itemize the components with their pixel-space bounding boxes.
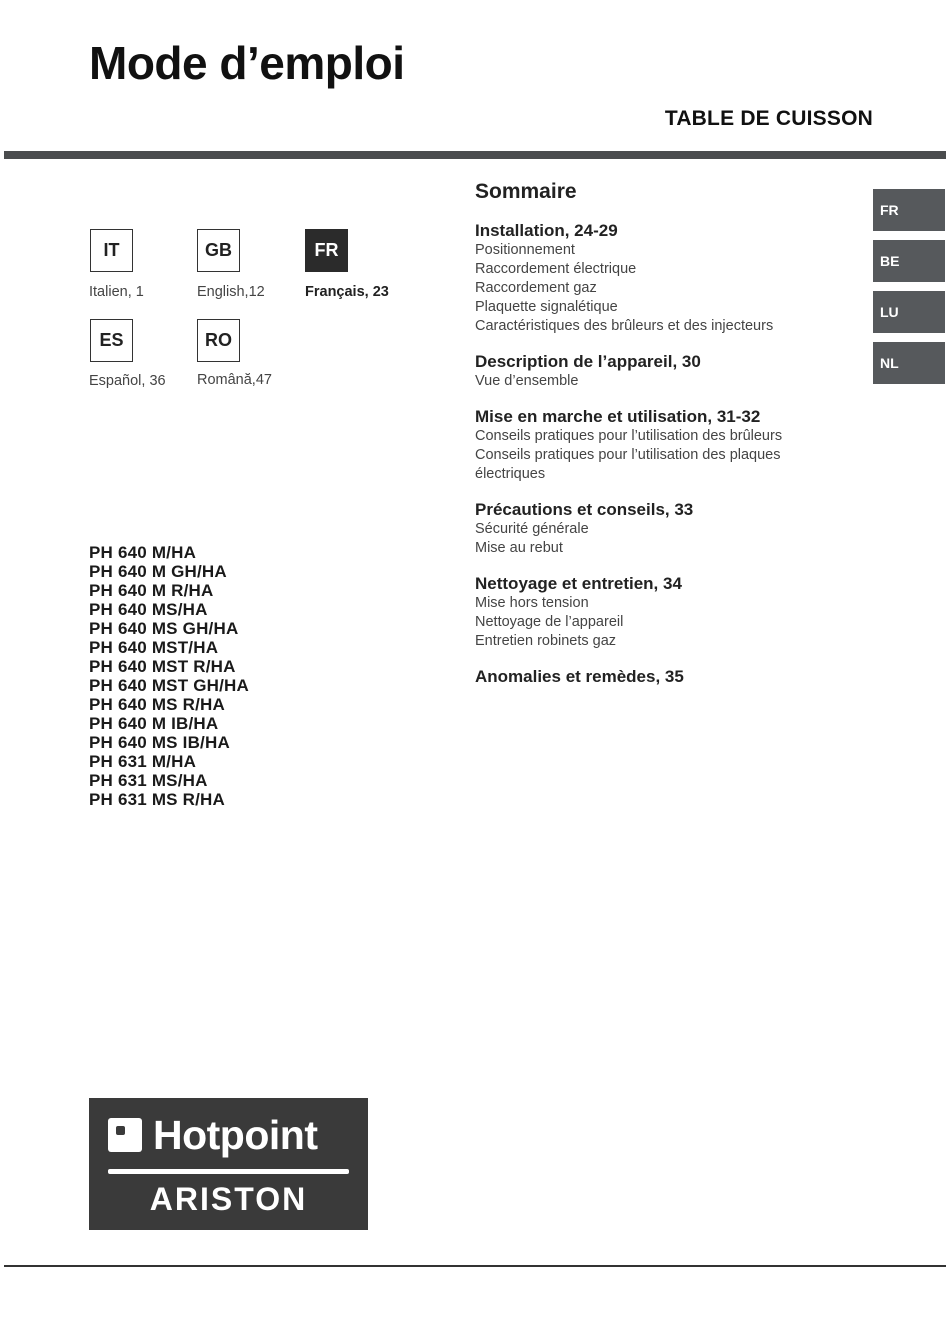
footer-divider [4, 1265, 946, 1267]
logo-wordmark-ariston: ARISTON [149, 1181, 308, 1217]
toc-section-installation [475, 221, 835, 336]
toc-item[interactable]: Mise au rebut [475, 540, 563, 556]
toc-section-mise-en-marche [475, 407, 835, 484]
model-name: PH 631 M/HA [89, 752, 197, 771]
toc-section-title[interactable]: Précautions et conseils, 33 [475, 500, 694, 519]
logo-square-icon [108, 1118, 142, 1152]
country-tabs [873, 189, 945, 393]
table-of-contents [475, 180, 835, 703]
language-caption-es: Español, 36 [89, 373, 166, 389]
language-caption-fr: Français, 23 [305, 284, 389, 300]
toc-section-title[interactable]: Anomalies et remèdes, 35 [475, 667, 684, 686]
toc-item[interactable]: Raccordement gaz [475, 280, 597, 296]
toc-section-title[interactable]: Nettoyage et entretien, 34 [475, 574, 682, 593]
model-name: PH 640 M R/HA [89, 581, 214, 600]
country-tab-be[interactable]: BE [873, 240, 945, 282]
toc-section-title[interactable]: Installation, 24-29 [475, 221, 618, 240]
model-name: PH 640 MST/HA [89, 638, 219, 657]
toc-section-title[interactable]: Mise en marche et utilisation, 31-32 [475, 407, 761, 426]
language-box-it[interactable]: IT [90, 229, 133, 272]
language-box-ro[interactable]: RO [197, 319, 240, 362]
country-tab-nl[interactable]: NL [873, 342, 945, 384]
page-subtitle: TABLE DE CUISSON [664, 107, 873, 130]
toc-section-anomalies [475, 667, 835, 687]
toc-heading: Sommaire [475, 180, 577, 203]
model-name: PH 640 M/HA [89, 543, 197, 562]
model-name: PH 640 MS GH/HA [89, 619, 239, 638]
model-name: PH 640 M GH/HA [89, 562, 227, 581]
toc-item[interactable]: Mise hors tension [475, 595, 589, 611]
page-title: Mode d’emploi [89, 37, 405, 89]
language-caption-gb: English,12 [197, 284, 265, 300]
country-tab-fr[interactable]: FR [873, 189, 945, 231]
logo-wordmark-hotpoint: Hotpoint [153, 1112, 318, 1158]
model-name: PH 640 MST R/HA [89, 657, 236, 676]
model-name: PH 631 MS R/HA [89, 790, 226, 809]
toc-item[interactable]: Conseils pratiques pour l’utilisation des brûleurs [475, 428, 783, 444]
brand-logo [89, 1098, 368, 1230]
toc-item[interactable]: Vue d’ensemble [475, 373, 579, 389]
toc-section-nettoyage [475, 574, 835, 651]
header-divider [4, 151, 946, 159]
model-list [89, 543, 249, 809]
model-name: PH 640 MS R/HA [89, 695, 226, 714]
toc-section-precautions [475, 500, 835, 558]
toc-item[interactable]: Positionnement [475, 242, 575, 258]
toc-item[interactable]: Caractéristiques des brûleurs et des injecteurs [475, 318, 774, 334]
logo-divider [108, 1169, 349, 1174]
toc-item[interactable]: Entretien robinets gaz [475, 633, 617, 649]
toc-item[interactable]: électriques [475, 466, 546, 482]
language-box-fr[interactable]: FR [305, 229, 348, 272]
language-caption-ro: Română,47 [197, 372, 272, 388]
language-caption-it: Italien, 1 [89, 284, 144, 300]
toc-item[interactable]: Conseils pratiques pour l’utilisation des plaques [475, 447, 781, 463]
toc-item[interactable]: Nettoyage de l’appareil [475, 614, 624, 630]
model-name: PH 640 MS IB/HA [89, 733, 230, 752]
model-name: PH 640 MS/HA [89, 600, 208, 619]
toc-item[interactable]: Sécurité générale [475, 521, 589, 537]
model-name: PH 631 MS/HA [89, 771, 208, 790]
language-box-es[interactable]: ES [90, 319, 133, 362]
toc-section-title[interactable]: Description de l’appareil, 30 [475, 352, 701, 371]
model-name: PH 640 MST GH/HA [89, 676, 250, 695]
model-name: PH 640 M IB/HA [89, 714, 219, 733]
country-tab-lu[interactable]: LU [873, 291, 945, 333]
toc-item[interactable]: Plaquette signalétique [475, 299, 618, 315]
language-box-gb[interactable]: GB [197, 229, 240, 272]
toc-item[interactable]: Raccordement électrique [475, 261, 637, 277]
toc-section-description [475, 352, 835, 391]
